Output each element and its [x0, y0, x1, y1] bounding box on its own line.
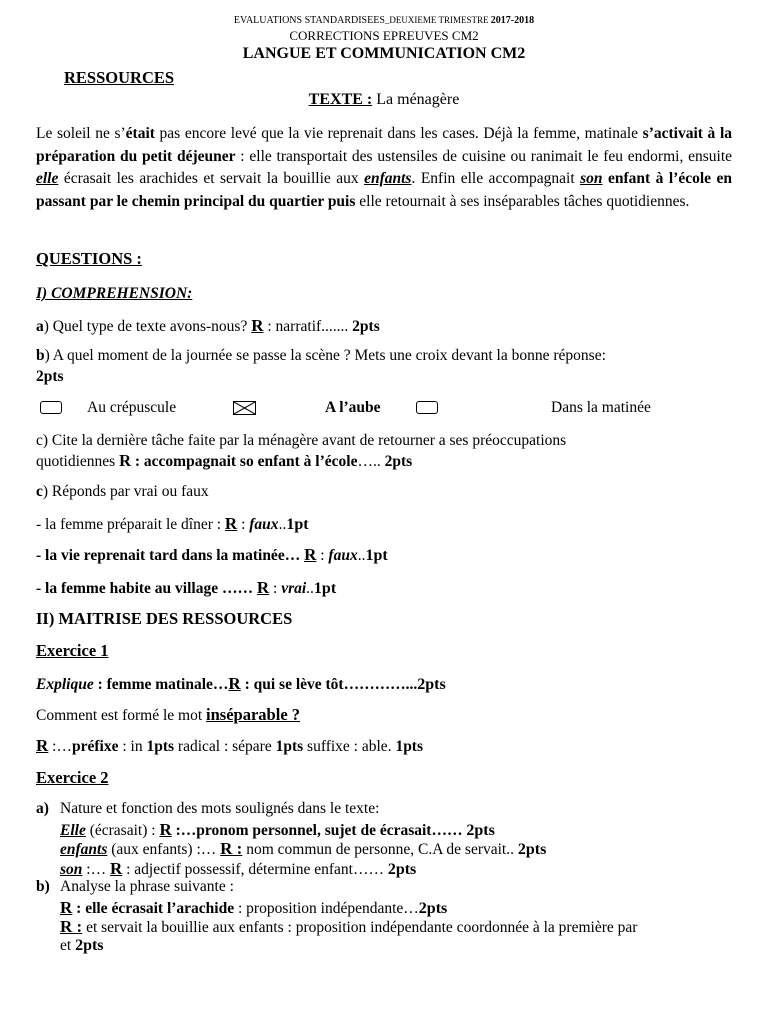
header-eval: EVALUATIONS STANDARDISEES — [233, 15, 385, 26]
texte-title: La ménagère — [372, 91, 460, 108]
separator: : — [269, 580, 282, 597]
text-paragraph — [36, 123, 732, 213]
exercice-1-comment — [36, 705, 300, 725]
checkbox-empty-icon — [40, 401, 62, 414]
points: 2pts — [517, 841, 547, 858]
target-word: inséparable ? — [206, 705, 301, 724]
para-part: Le soleil ne s’ — [36, 125, 126, 142]
checkbox-crossed-icon — [233, 401, 256, 415]
para-part: pas encore levé que la vie reprenait dans les cases. Déjà la femme, matinale — [154, 125, 643, 142]
points: 1pts — [395, 738, 424, 755]
question-b — [36, 347, 606, 365]
texte-label: TEXTE : — [308, 91, 373, 108]
dots: .. — [278, 516, 287, 533]
r-mark: R — [36, 736, 49, 755]
exercice-2-a-line1 — [60, 820, 495, 840]
word: Elle — [60, 822, 86, 839]
r-mark: R — [119, 451, 132, 470]
exercice-2-title: Exercice 2 — [36, 768, 109, 787]
vf-item-2 — [36, 545, 388, 565]
answer-text: : adjectif possessif, détermine enfant…… — [122, 861, 388, 878]
exercice-2-b-text: Analyse la phrase suivante : — [60, 878, 234, 895]
word: son — [60, 861, 83, 878]
answer-part: radical : sépare — [174, 738, 276, 755]
option-crepuscule — [40, 398, 62, 416]
explique-label: Explique — [36, 676, 94, 693]
question-letter: c — [36, 483, 43, 500]
page-title: LANGUE ET COMMUNICATION CM2 — [242, 45, 526, 62]
answer-text: : proposition indépendante… — [234, 900, 419, 917]
option-aube — [233, 399, 256, 417]
vf-item-3 — [36, 578, 336, 598]
answer-text: : accompagnait so enfant à l’école — [131, 453, 358, 470]
para-underlined-son: son — [580, 170, 603, 187]
exercice-2-a-line2 — [60, 839, 546, 859]
r-mark: R — [224, 514, 238, 533]
r-mark: R — [256, 578, 270, 597]
statement: - la femme habite au village …… — [36, 580, 257, 597]
question-a — [36, 316, 380, 336]
points: 2pts — [387, 861, 417, 878]
separator: : — [316, 547, 329, 564]
question-text: ) Quel type de texte avons-nous? — [43, 318, 252, 335]
r-mark: R : — [220, 839, 243, 858]
ressources-heading: RESSOURCES — [64, 68, 175, 87]
exercice-2-b-line1 — [60, 898, 447, 918]
question-b-points: 2pts — [36, 368, 64, 385]
r-mark: R — [304, 545, 317, 564]
question-c1-line1: c) Cite la dernière tâche faite par la ménagère avant de retourner a ses préoccupations — [36, 432, 567, 449]
para-part: était — [125, 125, 155, 142]
answer-part: :… — [48, 738, 72, 755]
para-underlined-elle: elle — [36, 170, 59, 187]
points: 1pt — [365, 547, 388, 564]
answer-text: : qui se lève tôt…………... — [240, 676, 418, 693]
statement: - la vie reprenait tard dans la matinée… — [36, 547, 305, 564]
exercice-2-b-line3 — [60, 937, 104, 955]
answer-text: faux — [249, 516, 279, 533]
answer-text: et servait la bouillie aux enfants : proposition indépendante coordonnée à la première par — [82, 919, 638, 936]
r-mark: R — [251, 316, 264, 335]
exercice-2-b-line2 — [60, 917, 637, 937]
question-letter: a — [36, 318, 44, 335]
statement: - la femme préparait le dîner : — [36, 516, 225, 533]
header-year: 2017-2018 — [490, 15, 535, 26]
points: 2pts — [352, 318, 380, 335]
dots: ….. — [357, 453, 385, 470]
context: (aux enfants) :… — [107, 841, 221, 858]
r-mark: R — [159, 820, 172, 839]
para-part: : elle transportait des ustensiles de cuisine ou ranimait le feu endormi, ensuite — [235, 147, 733, 165]
points: 1pts — [275, 738, 304, 755]
para-underlined-enfants: enfants — [364, 170, 412, 187]
exercice-2-a-line3 — [60, 859, 416, 879]
exercice-1-explique — [36, 674, 446, 694]
checkbox-empty-icon — [416, 401, 438, 414]
exercice-1-title: Exercice 1 — [36, 641, 109, 660]
points: 2pts — [384, 453, 413, 470]
answer-part: suffixe : able. — [303, 738, 396, 755]
answer-part: préfixe — [71, 738, 119, 755]
r-mark: R — [109, 859, 123, 878]
vf-item-1 — [36, 514, 309, 534]
question-text: quotidiennes — [36, 453, 120, 470]
points: 1pt — [286, 516, 309, 533]
exercice-2-b-label: b) — [36, 878, 50, 895]
para-part: enfant à l’école en passant par le chemin principal du quartier puis — [36, 170, 733, 210]
answer-text: :…pronom personnel, sujet de écrasait…… — [171, 822, 467, 839]
points: 2pts — [466, 822, 495, 839]
question-text: ) Réponds par vrai ou faux — [42, 483, 209, 500]
question-text: ) A quel moment de la journée se passe la scène ? Mets une croix devant la bonne réponse: — [44, 347, 606, 364]
word: enfants — [60, 841, 108, 858]
explique-term: : femme matinale… — [93, 676, 229, 693]
header-line-2: CORRECTIONS EPREUVES CM2 — [289, 28, 479, 43]
phrase: : elle écrasait l’arachide — [72, 900, 235, 917]
answer-text: vrai — [281, 580, 307, 597]
points: 2pts — [75, 937, 104, 954]
question-text: Comment est formé le mot — [36, 707, 207, 724]
para-part: . Enfin elle accompagnait — [411, 170, 581, 187]
para-part: écrasait les arachides et servait la bouillie aux — [58, 170, 365, 187]
exercice-2-a-label: a) — [36, 800, 49, 817]
texte-heading — [0, 91, 768, 109]
r-mark: R — [228, 674, 241, 693]
context: :… — [82, 861, 110, 878]
option-label: A l’aube — [325, 399, 381, 416]
answer-text: faux — [328, 547, 358, 564]
question-c1-line2 — [36, 451, 412, 471]
points: 2pts — [417, 676, 446, 693]
para-part: s’activait à la préparation du petit déjeuner — [36, 125, 732, 165]
dots: .. — [357, 547, 366, 564]
points: 2pts — [418, 900, 448, 917]
question-c2 — [36, 483, 209, 501]
separator: : — [237, 516, 250, 533]
option-label: Dans la matinée — [551, 399, 651, 416]
r-mark: R — [60, 898, 73, 917]
context: (écrasait) : — [85, 822, 160, 839]
exercice-1-answer — [36, 736, 423, 756]
option-label: Au crépuscule — [87, 399, 177, 416]
answer-text: nom commun de personne, C.A de servait.. — [242, 841, 518, 858]
maitrise-heading: II) MAITRISE DES RESSOURCES — [36, 609, 293, 628]
answer-part: : in — [118, 738, 147, 755]
points: 1pts — [146, 738, 175, 755]
option-matinee — [416, 398, 438, 416]
answer-text: : narratif....... — [263, 318, 353, 335]
dots: .. — [306, 580, 314, 597]
header-trimestre: _DEUXIEME TRIMESTRE — [384, 15, 491, 25]
header-line-1 — [0, 15, 768, 26]
para-part: elle retournait à ses inséparables tâches quotidiennes. — [355, 192, 690, 210]
question-letter: b — [36, 347, 45, 364]
questions-heading: QUESTIONS : — [36, 249, 142, 268]
r-mark: R : — [60, 917, 83, 936]
answer-text: et — [60, 937, 76, 954]
exercice-2-a-text: Nature et fonction des mots soulignés dans le texte: — [60, 800, 380, 817]
points: 1pt — [313, 580, 337, 597]
comprehension-heading: I) COMPREHENSION: — [36, 285, 193, 302]
